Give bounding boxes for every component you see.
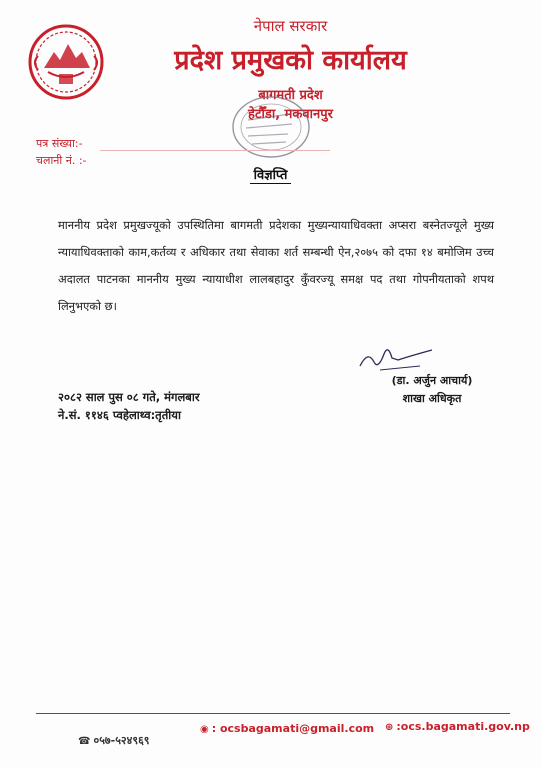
letterhead-government: नेपाल सरकार	[253, 17, 328, 35]
date-ns: ने.सं. ११४६ प्वहेलाथ्व:तृतीया	[58, 408, 181, 422]
letterhead-province: बागमती प्रदेश	[258, 88, 323, 103]
header-divider	[100, 150, 330, 151]
footer-email-text: : ocsbagamati@gmail.com	[211, 722, 375, 735]
footer-phone	[78, 733, 150, 748]
email-icon: ◉	[200, 724, 209, 735]
signatory-name: (डा. अर्जुन आचार्य)	[391, 374, 473, 387]
footer-email[interactable]	[200, 722, 374, 735]
footer-website[interactable]	[385, 720, 530, 733]
dispatch-number-label: चलानी नं. :-	[36, 154, 87, 167]
office-seal-stamp	[228, 92, 314, 162]
signatory-block	[367, 372, 497, 408]
footer-phone-text: ०५७-५२४९६९	[93, 734, 150, 747]
notice-body: माननीय प्रदेश प्रमुखज्यूको उपस्थितिमा बागमती प्रदेशका मुख्यन्यायाधिवक्ता अप्सरा बस्नेतज्यूले मुख्य न्यायाधिवक्ताको काम,कर्तव्य र अधिकार तथा सेवाका शर्त सम्बन्धी ऐन,२०७५ को दफा १४ बमोजिम उच्च अदालत पाटनका माननीय मुख्य न्यायाधीश लालबहादुर कुँवरज्यू समक्ष पद तथा गोपनीयताको शपथ लिनुभएको छ।	[58, 218, 494, 313]
globe-icon: ⊕	[385, 722, 394, 733]
phone-icon: ☎	[78, 736, 91, 747]
letter-number-label: पत्र संख्या:-	[36, 137, 83, 150]
notice-heading	[0, 165, 541, 183]
letterhead-location: हेटौँडा, मकवानपुर	[248, 107, 333, 122]
date-bs: २०८२ साल पुस ०८ गते, मंगलबार	[58, 390, 200, 404]
signatory-designation: शाखा अधिकृत	[402, 392, 462, 405]
date-block	[58, 388, 200, 424]
letterhead-office: प्रदेश प्रमुखको कार्यालय	[174, 45, 407, 76]
footer-website-text: :ocs.bagamati.gov.np	[396, 720, 530, 733]
footer-divider	[36, 713, 510, 714]
notice-heading-text: विज्ञप्ति	[250, 168, 292, 184]
